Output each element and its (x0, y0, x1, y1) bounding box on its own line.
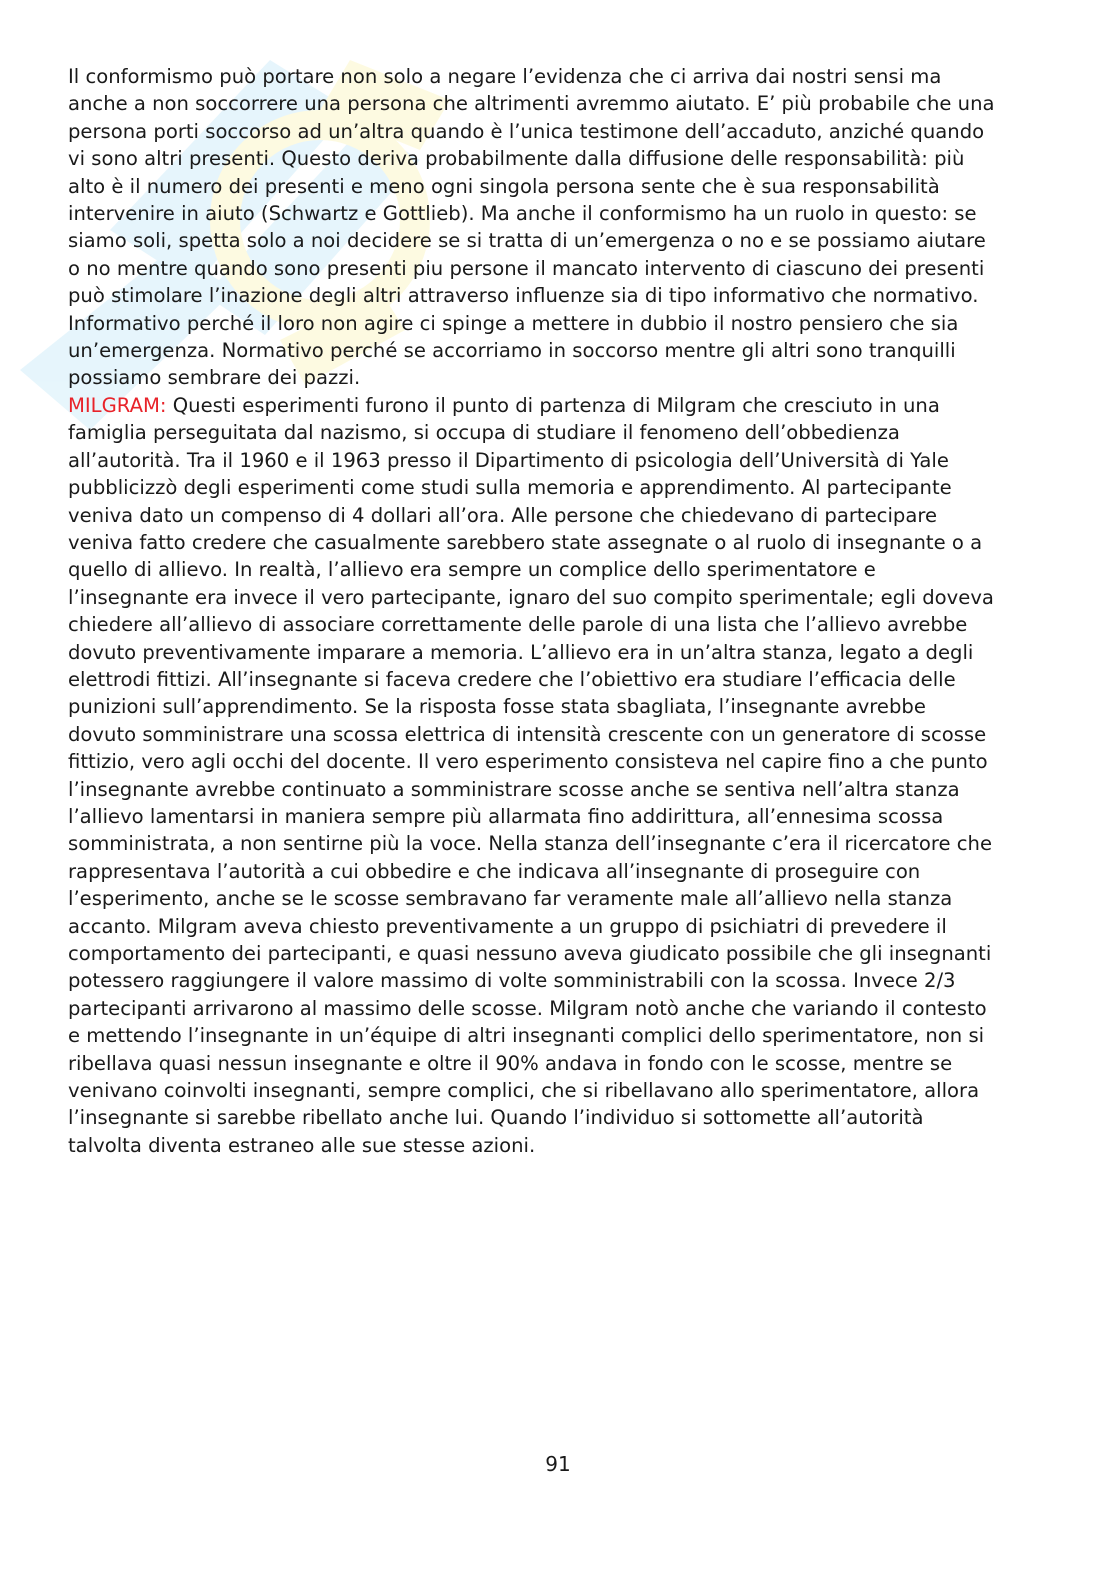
text-line: partecipanti arrivarono al massimo delle scosse. Milgram notò anche che variando il contesto (68, 996, 987, 1020)
text-line: Informativo perché il loro non agire ci spinge a mettere in dubbio il nostro pensiero che sia (68, 311, 959, 335)
text-line: vi sono altri presenti. Questo deriva probabilmente dalla diffusione delle responsabilità: più (68, 147, 965, 171)
text-line: l’allievo lamentarsi in maniera sempre più allarmata fino addirittura, all’ennesima scossa (68, 804, 944, 828)
text-line: punizioni sull’apprendimento. Se la risposta fosse stata sbagliata, l’insegnante avrebbe (68, 695, 926, 719)
text-line: rappresentava l’autorità a cui obbedire e che indicava all’insegnante di proseguire con (68, 859, 921, 883)
text-line: all’autorità. Tra il 1960 e il 1963 presso il Dipartimento di psicologia dell’Università di Yale (68, 448, 949, 472)
text-line: quello di allievo. In realtà, l’allievo era sempre un complice dello sperimentatore e (68, 558, 876, 582)
text-line: elettrodi fittizi. All’insegnante si faceva credere che l’obiettivo era studiare l’efficacia delle (68, 667, 956, 691)
text-line: Il conformismo può portare non solo a negare l’evidenza che ci arriva dai nostri sensi ma (68, 65, 942, 88)
text-line: un’emergenza. Normativo perché se accorriamo in soccorso mentre gli altri sono tranquilli (68, 339, 956, 363)
text-line: veniva dato un compenso di 4 dollari all’ora. Alle persone che chiedevano di partecipare (68, 503, 938, 527)
page-number: 91 (545, 1452, 571, 1476)
text-line: potessero raggiungere il valore massimo di volte somministrabili con la scossa. Invece 2/3 (68, 969, 956, 993)
text-line: pubblicizzò degli esperimenti come studi sulla memoria e apprendimento. Al partecipante (68, 476, 952, 500)
text-line: l’insegnante era invece il vero partecipante, ignaro del suo compito sperimentale; egli doveva (68, 585, 994, 609)
text-line: accanto. Milgram aveva chiesto preventivamente a un gruppo di psichiatri di prevedere il (68, 914, 947, 938)
text-line: alto è il numero dei presenti e meno ogni singola persona sente che è sua responsabilità (68, 174, 940, 198)
text-line: siamo soli, spetta solo a noi decidere se si tratta di un’emergenza o no e se possiamo aiutare (68, 229, 986, 253)
text-line: persona porti soccorso ad un’altra quando è l’unica testimone dell’accaduto, anziché quando (68, 119, 985, 143)
text-line: intervenire in aiuto (Schwartz e Gottlieb). Ma anche il conformismo ha un ruolo in questo: se (68, 202, 977, 226)
text-line: dovuto somministrare una scossa elettrica di intensità crescente con un generatore di scosse (68, 722, 987, 746)
text-line: ribellava quasi nessun insegnante e oltre il 90% andava in fondo con le scosse, mentre se (68, 1051, 953, 1075)
text-line: veniva fatto credere che casualmente sarebbero state assegnate o al ruolo di insegnante o a (68, 530, 983, 554)
text-line: l’insegnante avrebbe continuato a somministrare scosse anche se sentiva nell’altra stanza (68, 777, 960, 801)
text-line: somministrata, a non sentirne più la voce. Nella stanza dell’insegnante c’era il ricercatore che (68, 832, 993, 856)
text-line: possiamo sembrare dei pazzi. (68, 366, 361, 390)
text-line: anche a non soccorrere una persona che altrimenti avremmo aiutato. E’ più probabile che una (68, 92, 995, 116)
text-line: o no mentre quando sono presenti piu persone il mancato intervento di ciascuno dei presenti (68, 256, 985, 280)
text-line: può stimolare l’inazione degli altri attraverso influenze sia di tipo informativo che normativo. (68, 284, 979, 308)
milgram-label: MILGRAM: (68, 393, 167, 417)
text-line: talvolta diventa estraneo alle sue stesse azioni. (68, 1133, 536, 1157)
text-line: e mettendo l’insegnante in un’équipe di altri insegnanti complici dello sperimentatore, non si (68, 1024, 985, 1048)
text-line: venivano coinvolti insegnanti, sempre complici, che si ribellavano allo sperimentatore, allora (68, 1079, 980, 1103)
text-line: chiedere all’allievo di associare correttamente delle parole di una lista che l’allievo avrebbe (68, 613, 968, 637)
text-line: famiglia perseguitata dal nazismo, si occupa di studiare il fenomeno dell’obbedienza (68, 421, 900, 445)
page-body (68, 63, 1048, 1159)
text-line: fittizio, vero agli occhi del docente. Il vero esperimento consisteva nel capire fino a che punto (68, 750, 988, 774)
text-line (68, 392, 1048, 419)
text-line: l’insegnante si sarebbe ribellato anche lui. Quando l’individuo si sottomette all’autorità (68, 1106, 924, 1130)
text-line: dovuto preventivamente imparare a memoria. L’allievo era in un’altra stanza, legato a degli (68, 640, 974, 664)
text-line: l’esperimento, anche se le scosse sembravano far veramente male all’allievo nella stanza (68, 887, 953, 911)
milgram-first-line: Questi esperimenti furono il punto di partenza di Milgram che cresciuto in una (166, 393, 940, 417)
text-line: comportamento dei partecipanti, e quasi nessuno aveva giudicato possibile che gli insegnanti (68, 942, 992, 965)
paragraph-milgram (68, 392, 1048, 1159)
paragraph-conformismo (68, 63, 1048, 392)
